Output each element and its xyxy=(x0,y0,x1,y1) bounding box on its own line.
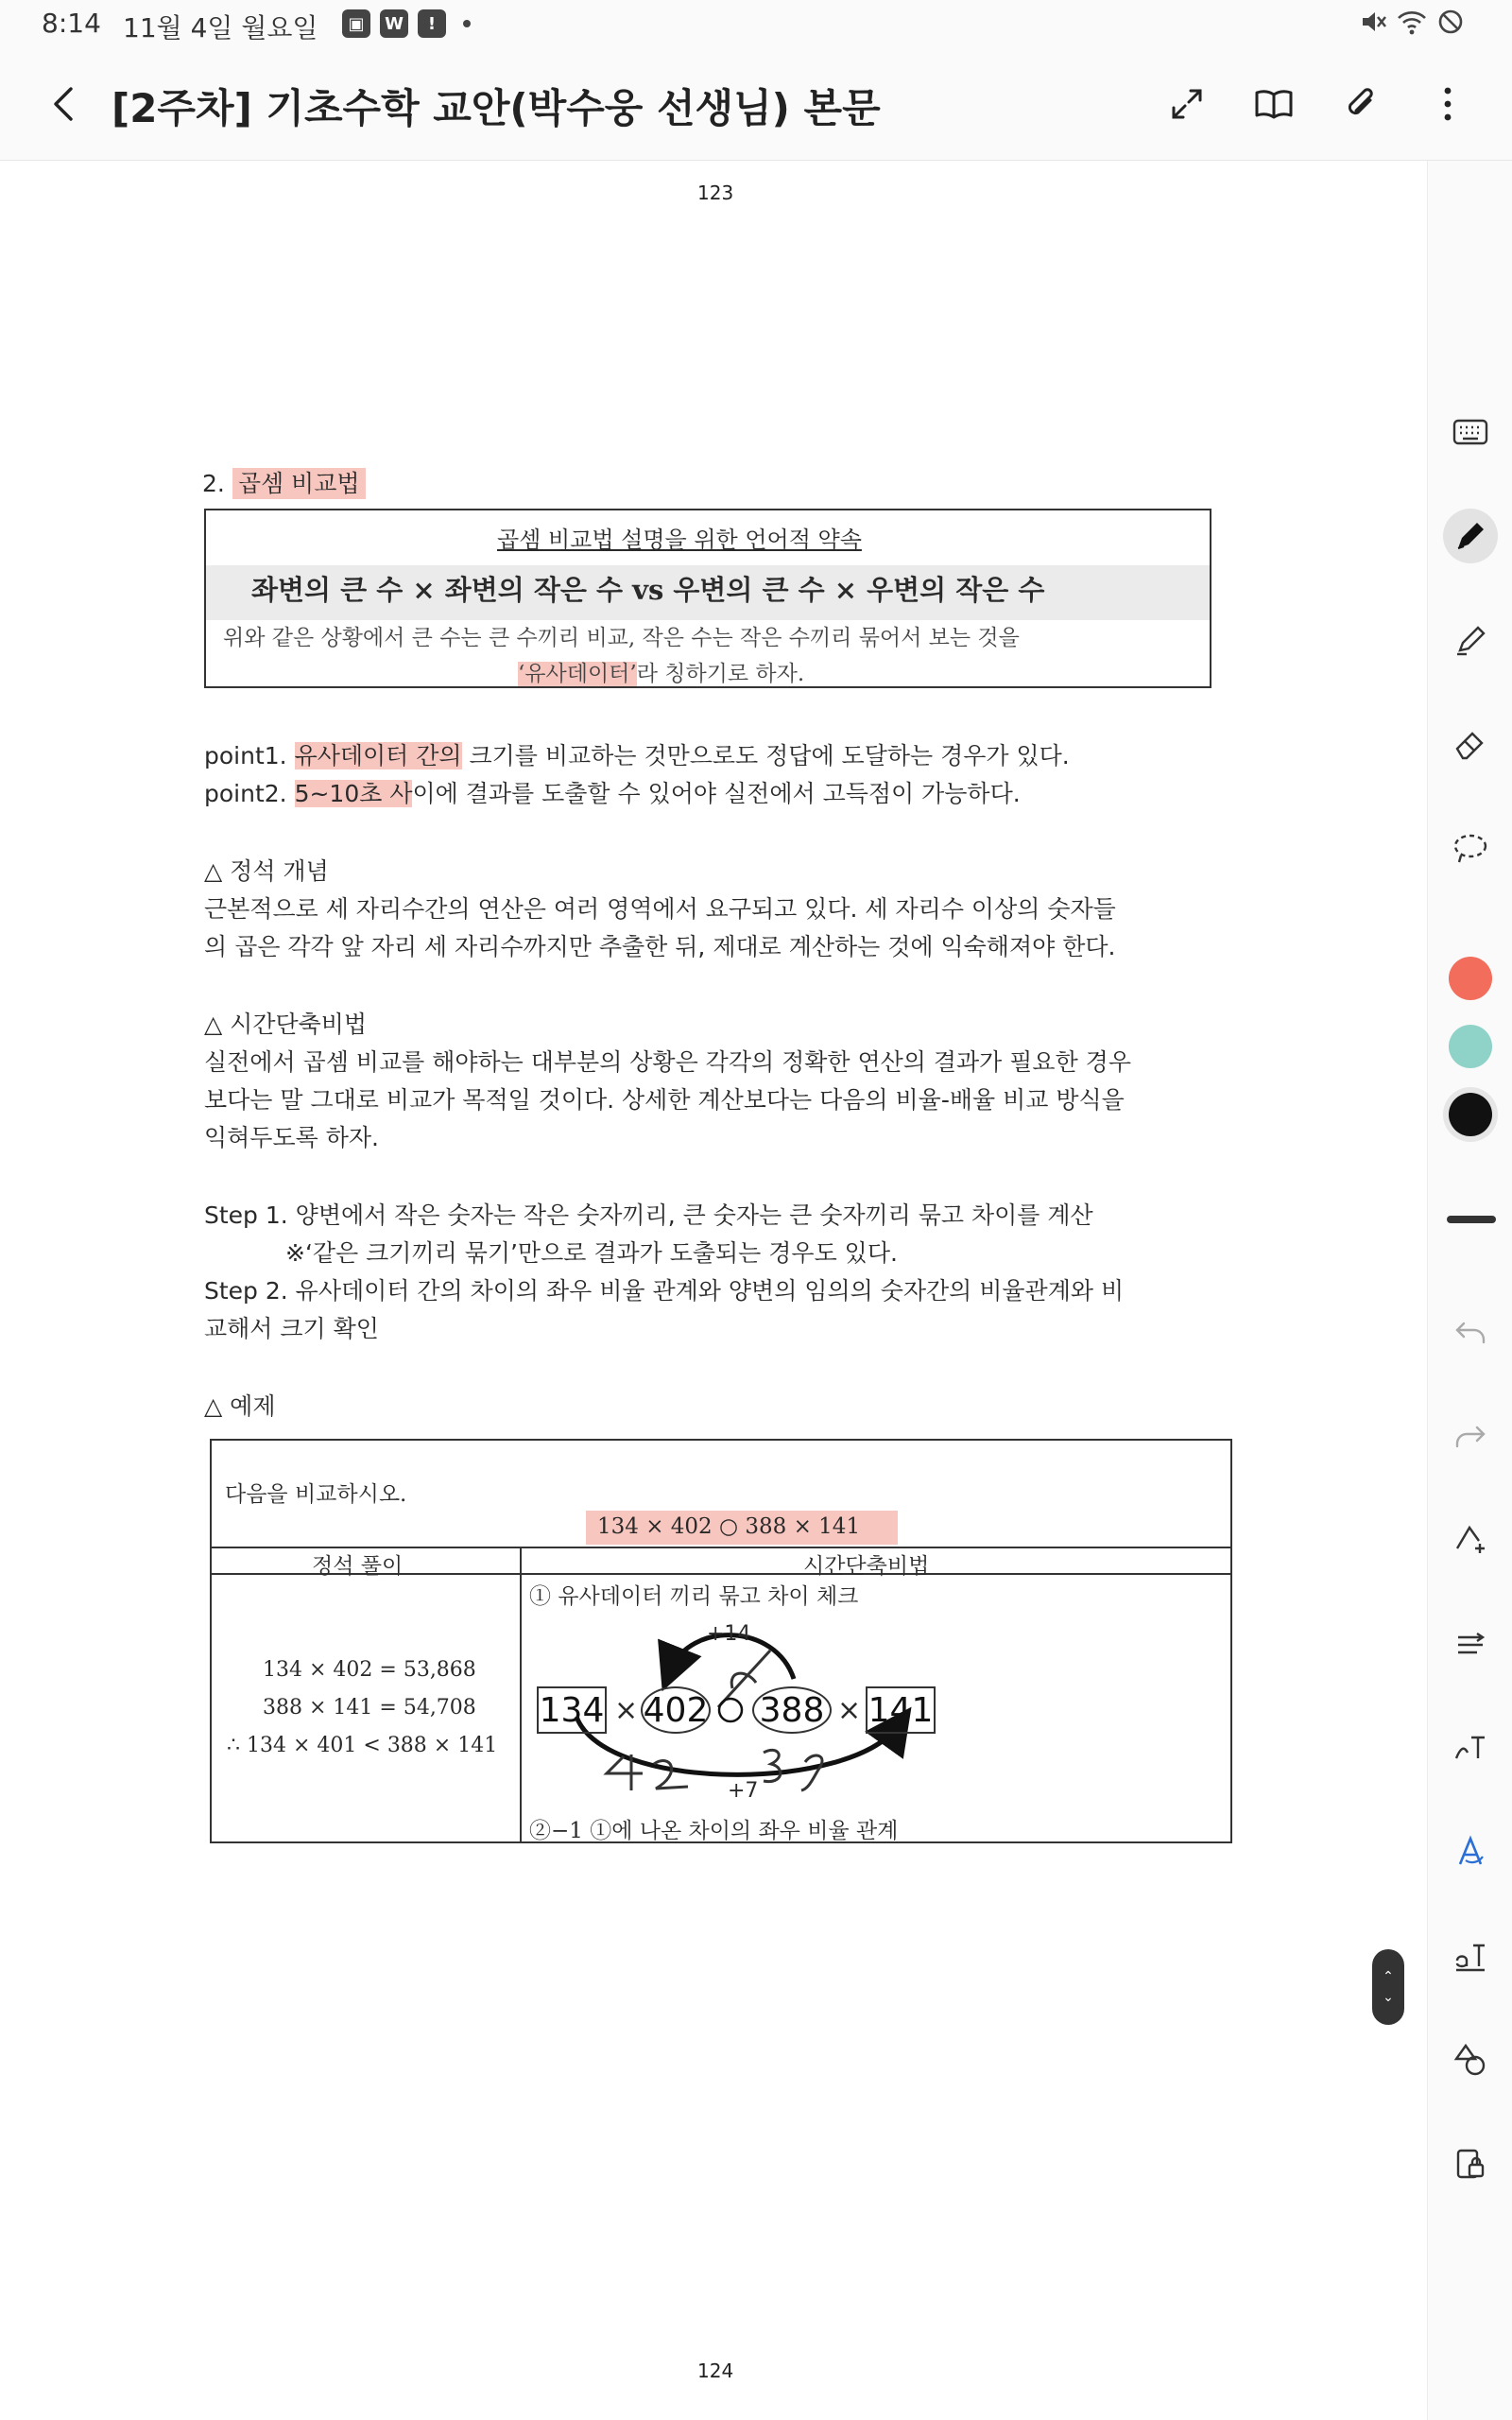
point1-text: 크기를 비교하는 것만으로도 정답에 도달하는 경우가 있다. xyxy=(461,742,1070,769)
handwriting-text-icon xyxy=(1452,1730,1488,1766)
status-date: 11월 4일 월요일 xyxy=(123,12,318,43)
col-left-header: 정석 풀이 xyxy=(312,1554,404,1579)
straighten-tool[interactable] xyxy=(1443,1616,1498,1671)
method-step2: ②−1 ①에 나온 차이의 좌우 비율 관계 xyxy=(529,1819,899,1843)
page-number-bottom: 124 xyxy=(697,2360,734,2382)
undo-icon xyxy=(1452,1314,1488,1350)
lock-page-tool[interactable] xyxy=(1443,2136,1498,2191)
handwriting-to-text-tool[interactable] xyxy=(1443,1720,1498,1775)
attach-button[interactable] xyxy=(1334,78,1387,130)
gallery-icon: ▣ xyxy=(342,9,370,38)
highlighter-tool[interactable] xyxy=(1443,613,1498,667)
status-time: 8:14 xyxy=(42,8,101,39)
calc-conclusion: ∴ 134 × 401 < 388 × 141 xyxy=(227,1734,498,1757)
color-swatch-red[interactable] xyxy=(1449,957,1492,1000)
lasso-icon xyxy=(1452,831,1489,865)
shapes-icon xyxy=(1452,2042,1488,2078)
pen-tool[interactable] xyxy=(1443,509,1498,563)
pen-toolbar xyxy=(1427,161,1512,2420)
example-heading: △ 예제 xyxy=(204,1392,276,1420)
text-size-icon xyxy=(1452,1938,1488,1974)
status-bar xyxy=(0,0,1512,49)
section-heading xyxy=(202,465,366,499)
pen-icon xyxy=(1452,518,1488,554)
number-box-141: 141 xyxy=(866,1686,936,1734)
point2-label: point2. xyxy=(204,780,295,807)
handwritten-39 xyxy=(1134,1768,1135,1769)
point2-highlight: 5~10초 사 xyxy=(294,780,413,807)
highlighter-icon xyxy=(1452,622,1488,658)
color-swatch-black[interactable] xyxy=(1449,1093,1492,1136)
text-style-icon xyxy=(1452,1834,1488,1870)
point1-label: point1. xyxy=(204,742,295,769)
w-app-icon: W xyxy=(380,9,408,38)
document-canvas[interactable] xyxy=(0,161,1427,2420)
table-divider-v xyxy=(520,1547,522,1841)
times-sign-right: × xyxy=(837,1694,862,1727)
box-description-highlight: ‘유사데이터’ xyxy=(518,662,637,686)
color-swatch-teal[interactable] xyxy=(1449,1025,1492,1068)
book-view-button[interactable] xyxy=(1247,78,1300,130)
book-icon xyxy=(1253,85,1295,123)
point2-text: 이에 결과를 도출할 수 있어야 실전에서 고득점이 가능하다. xyxy=(412,780,1021,807)
undo-tool[interactable] xyxy=(1443,1305,1498,1359)
box-description-line1: 위와 같은 상황에서 큰 수는 큰 수끼리 비교, 작은 수는 작은 수끼리 묶어서 보는 것을 xyxy=(223,626,1020,650)
more-icon xyxy=(1442,85,1453,123)
point2 xyxy=(204,775,1021,809)
expand-button[interactable] xyxy=(1160,78,1213,130)
step2-line1: Step 2. 유사데이터 간의 차이의 좌우 비율 관계와 양변의 임의의 숫자간의 비율관계와 비 xyxy=(204,1277,1125,1305)
scroll-handle[interactable] xyxy=(1372,1949,1404,2025)
times-sign-left: × xyxy=(614,1694,639,1727)
example-expression: 134 × 402 ○ 388 × 141 xyxy=(597,1514,861,1539)
expand-icon xyxy=(1168,85,1206,123)
note-title: [2주차] 기초수학 교안(박수웅 선생님) 본문 xyxy=(112,85,881,131)
number-box-134: 134 xyxy=(537,1686,607,1734)
redo-icon xyxy=(1452,1418,1488,1454)
step1: Step 1. 양변에서 작은 숫자는 작은 숫자끼리, 큰 숫자는 큰 숫자끼리 묶고 차이를 계산 xyxy=(204,1201,1093,1229)
app-header xyxy=(0,49,1512,161)
alert-icon: ! xyxy=(418,9,446,38)
text-style-tool[interactable] xyxy=(1443,1824,1498,1879)
point1 xyxy=(204,737,1070,771)
shape-pen-tool[interactable] xyxy=(1443,1512,1498,1567)
section-number: 2. xyxy=(202,470,232,497)
attach-icon xyxy=(1342,85,1380,123)
page-number-top: 123 xyxy=(697,182,734,204)
shapes-tool[interactable] xyxy=(1443,2032,1498,2087)
compare-circle-icon xyxy=(716,1696,745,1724)
scroll-down-icon: ⌄ xyxy=(1383,1990,1394,2005)
step2-line2: 교해서 크기 확인 xyxy=(204,1315,379,1342)
notification-icons xyxy=(342,9,471,38)
point1-highlight: 유사데이터 간의 xyxy=(294,742,462,769)
system-icons xyxy=(1359,8,1465,36)
more-notifications-dot xyxy=(463,20,471,27)
box-description-rest: 라 칭하기로 하자. xyxy=(636,662,805,686)
box-formula: 좌변의 큰 수 × 좌변의 작은 수 vs 우변의 큰 수 × 우변의 작은 수 xyxy=(251,574,1045,606)
diff-top-label: +14 xyxy=(707,1622,751,1646)
eraser-tool[interactable] xyxy=(1443,717,1498,771)
shortcut-line1: 실전에서 곱셈 비교를 해야하는 대부분의 상황은 각각의 정확한 연산의 결과가 필요한 경우 xyxy=(204,1048,1131,1076)
number-oval-388: 388 xyxy=(752,1686,832,1734)
eraser-icon xyxy=(1452,726,1488,762)
col-right-header: 시간단축비법 xyxy=(803,1554,930,1579)
shortcut-heading: △ 시간단축비법 xyxy=(204,1011,368,1038)
back-arrow-icon xyxy=(50,85,78,123)
box-description-line2 xyxy=(518,656,804,687)
back-button[interactable] xyxy=(38,78,91,130)
number-oval-402: 402 xyxy=(641,1686,711,1734)
redo-tool[interactable] xyxy=(1443,1409,1498,1463)
section-title: 곱셈 비교법 xyxy=(232,468,366,499)
dnd-icon xyxy=(1436,8,1465,36)
scroll-up-icon: ⌃ xyxy=(1383,1969,1394,1984)
method-step1: ① 유사데이터 끼리 묶고 차이 체크 xyxy=(529,1584,859,1609)
diff-bottom-label: +7 xyxy=(728,1779,759,1803)
lock-page-icon xyxy=(1452,2146,1488,2182)
more-button[interactable] xyxy=(1421,78,1474,130)
shape-pen-icon xyxy=(1452,1522,1488,1558)
text-size-tool[interactable] xyxy=(1443,1928,1498,1983)
concept-line1: 근본적으로 세 자리수간의 연산은 여러 영역에서 요구되고 있다. 세 자리수 이상의 숫자들 xyxy=(204,895,1116,923)
keyboard-icon xyxy=(1452,417,1489,447)
straighten-icon xyxy=(1452,1626,1488,1662)
shortcut-line3: 익혀두도록 하자. xyxy=(204,1124,379,1151)
wifi-icon xyxy=(1397,8,1427,36)
mute-icon xyxy=(1359,8,1387,36)
shortcut-line2: 보다는 말 그대로 비교가 목적일 것이다. 상세한 계산보다는 다음의 비율-배율 비교 방식을 xyxy=(204,1086,1125,1114)
example-question: 다음을 비교하시오. xyxy=(225,1482,407,1507)
step1-note: ※‘같은 크기끼리 묶기’만으로 결과가 도출되는 경우도 있다. xyxy=(285,1239,898,1267)
calc-line2: 388 × 141 = 54,708 xyxy=(263,1696,476,1720)
calc-line1: 134 × 402 = 53,868 xyxy=(263,1658,476,1682)
box-title: 곱셈 비교법 설명을 위한 언어적 약속 xyxy=(497,527,862,553)
pen-width-indicator[interactable] xyxy=(1447,1216,1496,1223)
concept-line2: 의 곱은 각각 앞 자리 세 자리수까지만 추출한 뒤, 제대로 계산하는 것에 익숙해져야 한다. xyxy=(204,933,1116,960)
keyboard-tool[interactable] xyxy=(1443,405,1498,459)
lasso-tool[interactable] xyxy=(1443,821,1498,875)
concept-heading: △ 정석 개념 xyxy=(204,857,329,885)
